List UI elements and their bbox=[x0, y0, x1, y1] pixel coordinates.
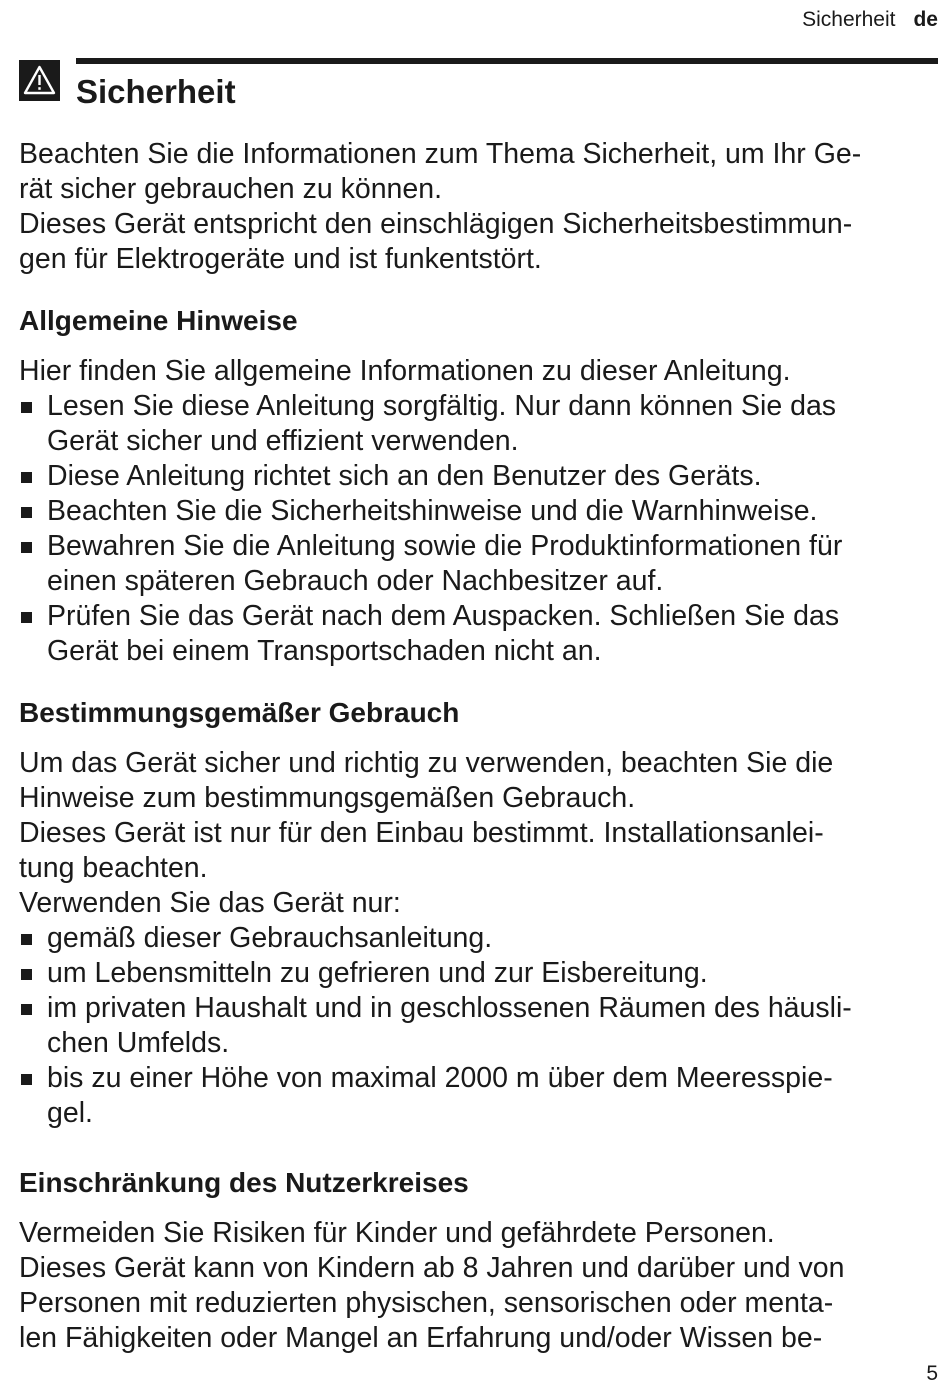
header-rule bbox=[76, 58, 938, 64]
text-line: Hinweise zum bestimmungsgemäßen Gebrauch. bbox=[19, 782, 636, 814]
list-item: gemäß dieser Gebrauchsanleitung. bbox=[19, 921, 934, 956]
section-heading-restriction: Einschränkung des Nutzerkreises bbox=[19, 1167, 469, 1198]
general-lead: Hier finden Sie allgemeine Informationen zu dieser Anleitung. bbox=[19, 355, 791, 387]
section-heading-general: Allgemeine Hinweise bbox=[19, 305, 298, 336]
intro-paragraph bbox=[19, 137, 934, 277]
square-bullet-icon bbox=[21, 1004, 32, 1015]
warning-triangle-icon bbox=[19, 60, 60, 101]
main-content bbox=[19, 137, 934, 1356]
list-item: Prüfen Sie das Gerät nach dem Auspacken. Schließen Sie das Gerät bei einem Transportschaden nicht an. bbox=[19, 599, 934, 669]
running-header bbox=[802, 8, 938, 32]
square-bullet-icon bbox=[21, 934, 32, 945]
list-item: um Lebensmitteln zu gefrieren und zur Eisbereitung. bbox=[19, 956, 934, 991]
list-item: Beachten Sie die Sicherheitshinweise und die Warnhinweise. bbox=[19, 494, 934, 529]
square-bullet-icon bbox=[21, 542, 32, 553]
text-line: rät sicher gebrauchen zu können. bbox=[19, 173, 443, 205]
page-number: 5 bbox=[926, 1362, 938, 1385]
square-bullet-icon bbox=[21, 969, 32, 980]
general-list bbox=[19, 389, 934, 669]
list-item: Bewahren Sie die Anleitung sowie die Produktinformationen für einen späteren Gebrauch oder Nachbesitzer auf. bbox=[19, 529, 934, 599]
list-item: Diese Anleitung richtet sich an den Benutzer des Geräts. bbox=[19, 459, 934, 494]
header-language: de bbox=[913, 8, 938, 31]
square-bullet-icon bbox=[21, 507, 32, 518]
text-line: Verwenden Sie das Gerät nur: bbox=[19, 887, 401, 919]
text-line: Dieses Gerät ist nur für den Einbau bestimmt. Installationsanlei- bbox=[19, 817, 824, 849]
list-item: Lesen Sie diese Anleitung sorgfältig. Nur dann können Sie das Gerät sicher und effizient verwenden. bbox=[19, 389, 934, 459]
page-title: Sicherheit bbox=[76, 73, 236, 110]
list-item: im privaten Haushalt und in geschlossenen Räumen des häusli- chen Umfelds. bbox=[19, 991, 934, 1061]
text-line: Personen mit reduzierten physischen, sensorischen oder menta- bbox=[19, 1287, 834, 1319]
text-line: tung beachten. bbox=[19, 852, 208, 884]
list-item: bis zu einer Höhe von maximal 2000 m über dem Meeresspie- gel. bbox=[19, 1061, 934, 1131]
text-line: Um das Gerät sicher und richtig zu verwenden, beachten Sie die bbox=[19, 747, 834, 779]
header-section: Sicherheit bbox=[802, 8, 896, 31]
square-bullet-icon bbox=[21, 402, 32, 413]
text-line: Dieses Gerät kann von Kindern ab 8 Jahren und darüber und von bbox=[19, 1252, 845, 1284]
square-bullet-icon bbox=[21, 1074, 32, 1085]
text-line: gen für Elektrogeräte und ist funkentstört. bbox=[19, 243, 542, 275]
text-line: Dieses Gerät entspricht den einschlägigen Sicherheitsbestimmun- bbox=[19, 208, 853, 240]
section-heading-intended-use: Bestimmungsgemäßer Gebrauch bbox=[19, 697, 460, 728]
square-bullet-icon bbox=[21, 612, 32, 623]
text-line: Vermeiden Sie Risiken für Kinder und gefährdete Personen. bbox=[19, 1217, 775, 1249]
square-bullet-icon bbox=[21, 472, 32, 483]
text-line: Beachten Sie die Informationen zum Thema Sicherheit, um Ihr Ge- bbox=[19, 138, 862, 170]
intended-use-list bbox=[19, 921, 934, 1131]
text-line: len Fähigkeiten oder Mangel an Erfahrung und/oder Wissen be- bbox=[19, 1322, 823, 1354]
